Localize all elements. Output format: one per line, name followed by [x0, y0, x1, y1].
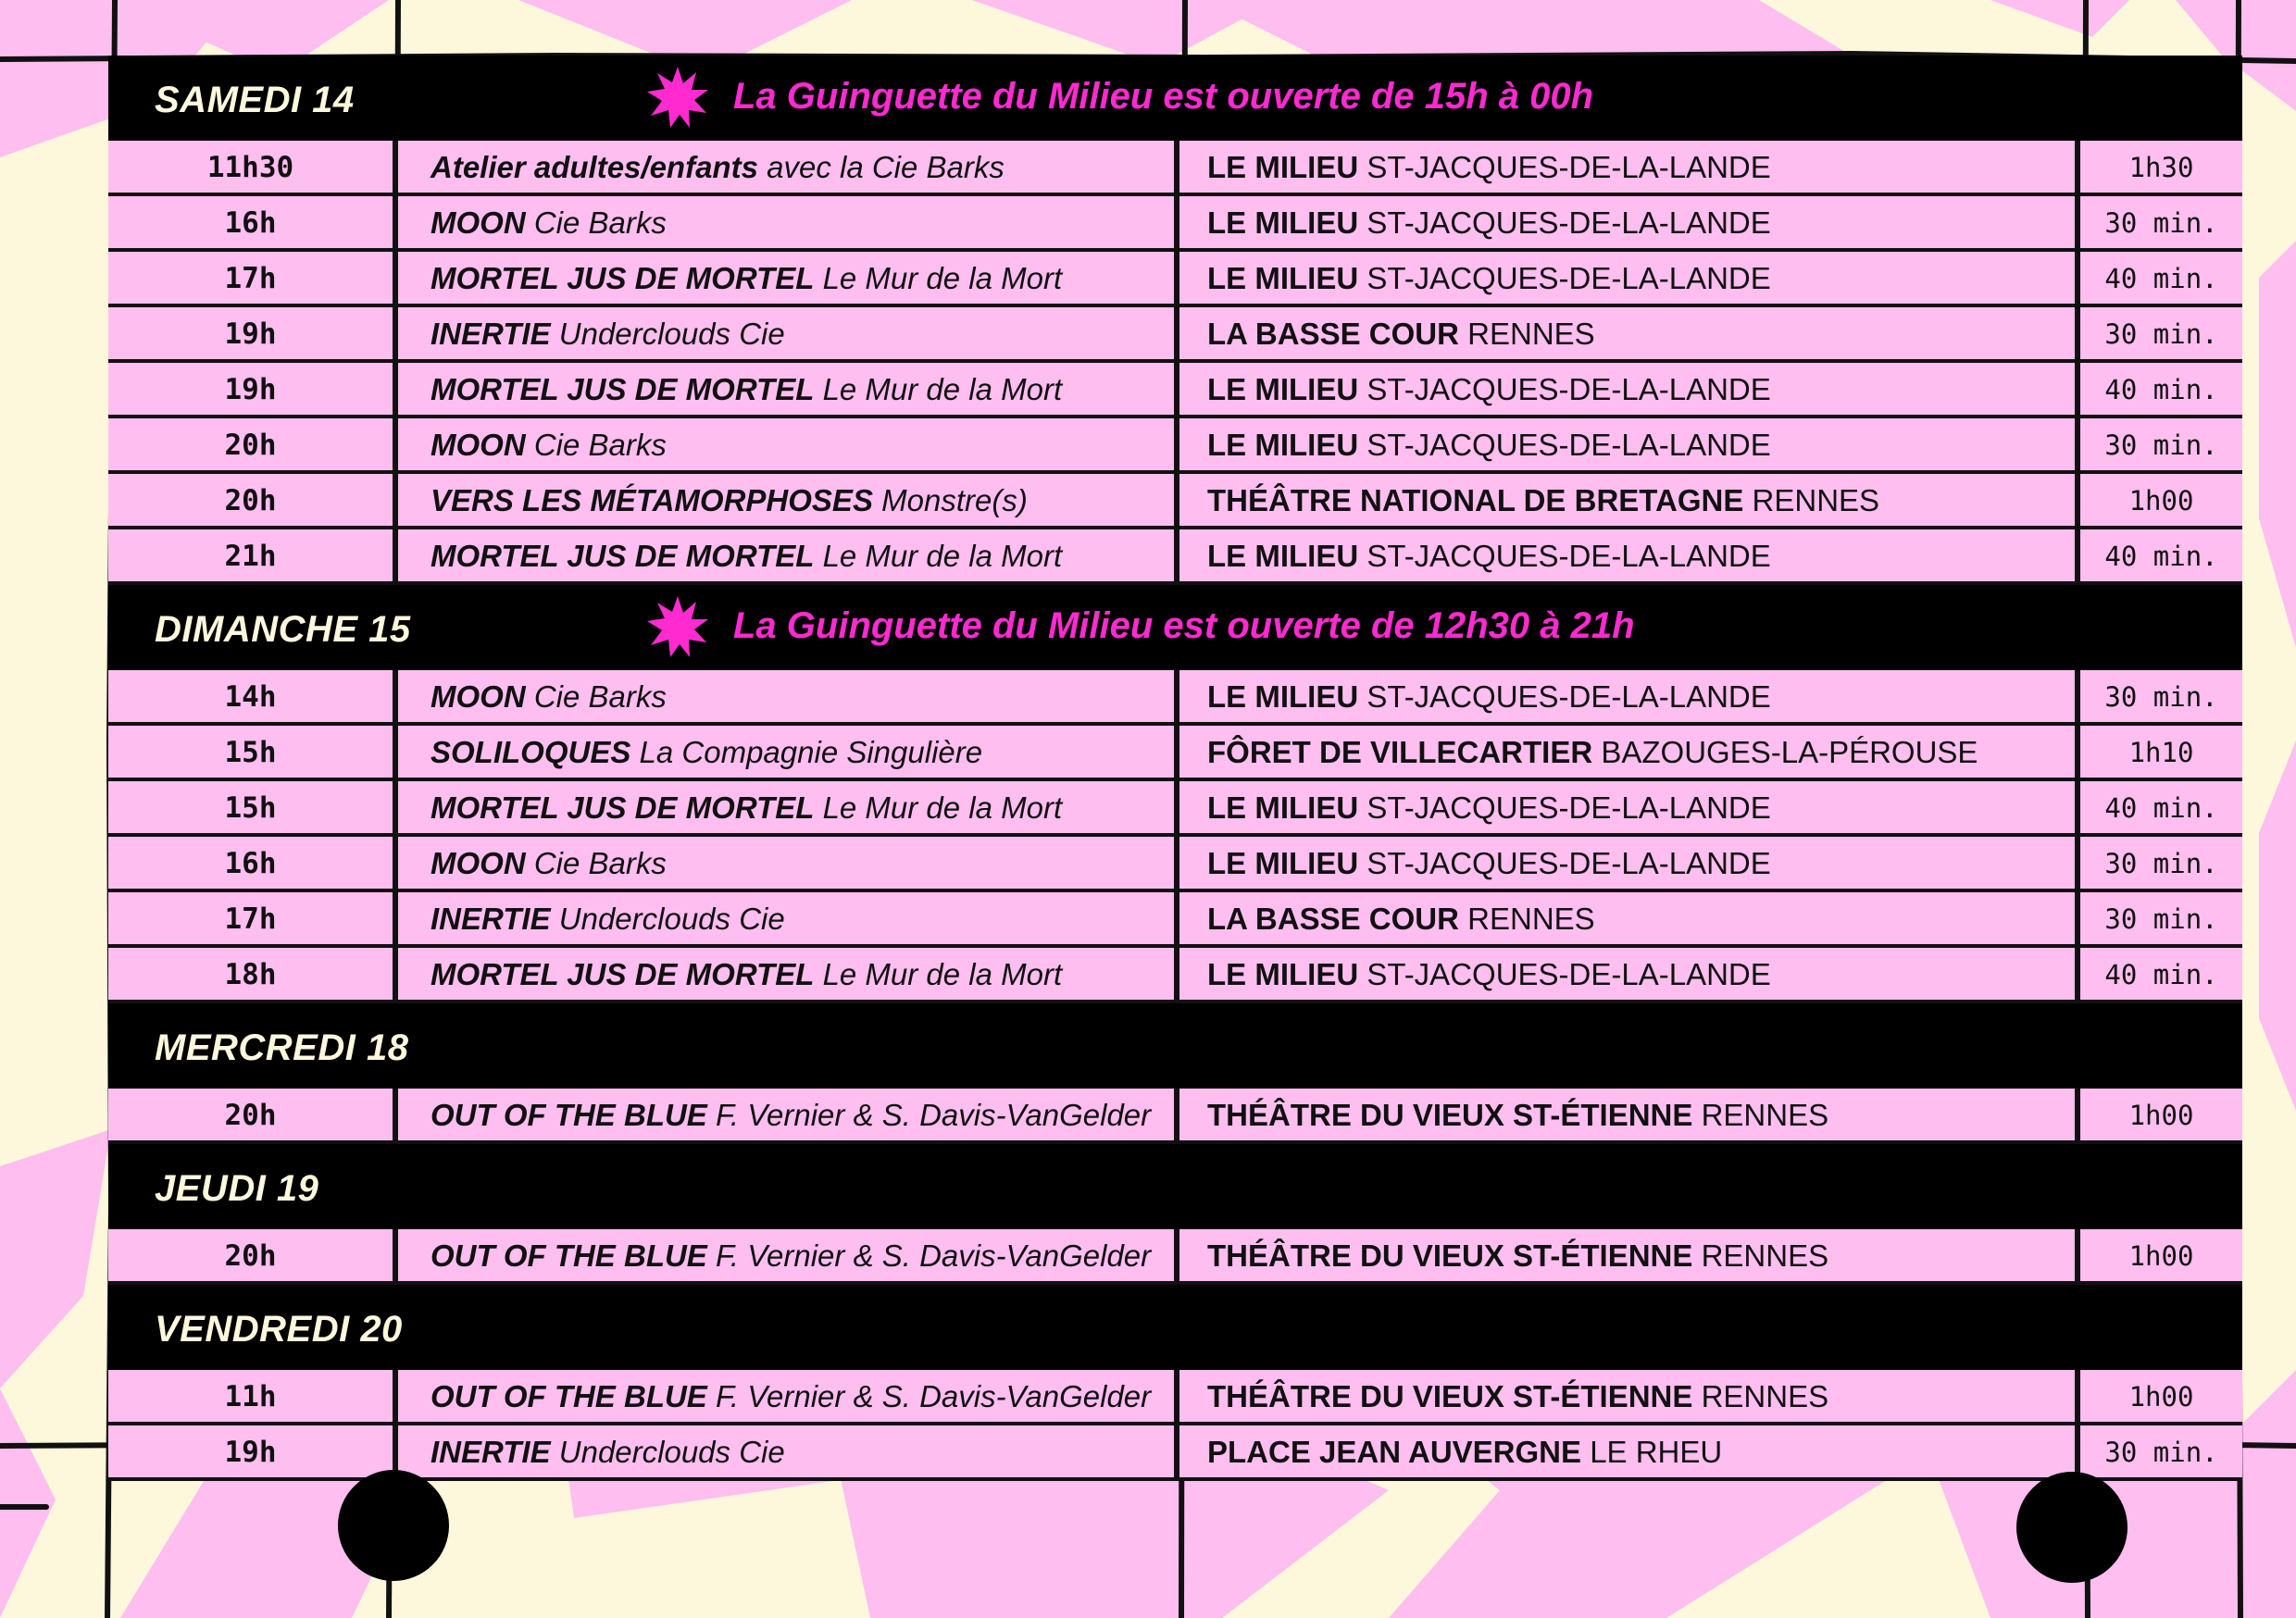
event-row [108, 1425, 2242, 1481]
day-block [108, 1144, 2242, 1285]
event-time: 18h [108, 948, 398, 1000]
show-company: Underclouds Cie [558, 317, 785, 351]
event-duration: 1h00 [2128, 1240, 2194, 1272]
show-title: MORTEL JUS DE MORTEL [430, 957, 815, 991]
event-duration: 1h00 [2128, 1100, 2194, 1131]
show-title: MOON [430, 205, 526, 240]
show-title: OUT OF THE BLUE [430, 1379, 707, 1413]
event-show [398, 196, 1179, 248]
event-venue [1179, 1425, 2080, 1477]
event-time: 19h [108, 307, 398, 359]
event-duration: 1h00 [2128, 1381, 2194, 1413]
event-duration: 40 min. [2104, 374, 2218, 405]
venue-name: LA BASSE COUR [1207, 902, 1459, 936]
show-company: Le Mur de la Mort [822, 261, 1063, 295]
venue-name: FÔRET DE VILLECARTIER [1207, 735, 1593, 769]
event-list [108, 1089, 2242, 1144]
venue-city: LE RHEU [1590, 1435, 1723, 1469]
venue-city: RENNES [1701, 1238, 1829, 1273]
event-show [398, 1425, 1179, 1477]
event-time: 14h [108, 670, 398, 722]
event-duration: 30 min. [2104, 429, 2218, 461]
day-header [108, 1144, 2242, 1229]
day-header [108, 585, 2242, 670]
event-venue [1179, 1089, 2080, 1140]
show-title: INERTIE [430, 317, 551, 351]
event-duration: 40 min. [2104, 263, 2218, 294]
event-venue [1179, 363, 2080, 415]
venue-name: LE MILIEU [1207, 846, 1359, 880]
venue-city: ST-JACQUES-DE-LA-LANDE [1366, 205, 1771, 240]
event-time: 19h [108, 1425, 398, 1477]
event-venue [1179, 892, 2080, 944]
venue-city: ST-JACQUES-DE-LA-LANDE [1366, 428, 1771, 462]
show-company: F. Vernier & S. Davis-VanGelder [716, 1098, 1152, 1132]
event-row [108, 141, 2242, 196]
event-list [108, 141, 2242, 585]
show-company: Le Mur de la Mort [822, 372, 1063, 406]
show-company: Monstre(s) [881, 483, 1028, 517]
event-duration: 30 min. [2104, 318, 2218, 350]
event-venue [1179, 948, 2080, 1000]
venue-city: RENNES [1701, 1379, 1829, 1413]
event-venue [1179, 141, 2080, 193]
show-title: INERTIE [430, 902, 551, 936]
event-time: 17h [108, 252, 398, 304]
day-name: JEUDI 19 [155, 1168, 319, 1209]
venue-city: RENNES [1467, 317, 1595, 351]
venue-name: LE MILIEU [1207, 372, 1359, 406]
event-venue [1179, 1229, 2080, 1281]
day-header [108, 1285, 2242, 1370]
event-row [108, 196, 2242, 252]
venue-name: LA BASSE COUR [1207, 317, 1459, 351]
event-venue [1179, 307, 2080, 359]
event-duration: 40 min. [2104, 792, 2218, 824]
event-show [398, 1370, 1179, 1422]
event-duration: 40 min. [2104, 959, 2218, 990]
venue-name: LE MILIEU [1207, 205, 1359, 240]
event-time: 20h [108, 1089, 398, 1140]
event-show [398, 363, 1179, 415]
venue-name: LE MILIEU [1207, 428, 1359, 462]
event-venue [1179, 837, 2080, 889]
event-venue [1179, 418, 2080, 470]
event-time: 11h [108, 1370, 398, 1422]
show-title: INERTIE [430, 1435, 551, 1469]
show-title: Atelier adultes/enfants [430, 150, 758, 184]
day-block [108, 585, 2242, 1003]
day-header [108, 56, 2242, 141]
event-row [108, 670, 2242, 726]
day-block [108, 1003, 2242, 1144]
event-time: 17h [108, 892, 398, 944]
show-title: SOLILOQUES [430, 735, 631, 769]
venue-name: LE MILIEU [1207, 261, 1359, 295]
show-company: F. Vernier & S. Davis-VanGelder [716, 1379, 1152, 1413]
show-title: MORTEL JUS DE MORTEL [430, 539, 815, 573]
venue-city: ST-JACQUES-DE-LA-LANDE [1366, 372, 1771, 406]
guinguette-notice: La Guinguette du Milieu est ouverte de 15h à 00h [733, 76, 1594, 117]
event-row [108, 418, 2242, 474]
day-header [108, 1003, 2242, 1089]
show-title: OUT OF THE BLUE [430, 1238, 707, 1273]
event-time: 15h [108, 726, 398, 778]
event-row [108, 363, 2242, 418]
show-company: Cie Barks [533, 846, 667, 880]
event-duration: 1h00 [2128, 485, 2194, 517]
event-time: 21h [108, 529, 398, 581]
show-company: Underclouds Cie [558, 1435, 785, 1469]
event-show [398, 892, 1179, 944]
event-row [108, 1229, 2242, 1285]
venue-name: PLACE JEAN AUVERGNE [1207, 1435, 1582, 1469]
event-show [398, 307, 1179, 359]
show-company: Le Mur de la Mort [822, 957, 1063, 991]
event-venue [1179, 670, 2080, 722]
event-list [108, 1370, 2242, 1481]
event-venue [1179, 726, 2080, 778]
show-title: MORTEL JUS DE MORTEL [430, 790, 815, 825]
hole-punch-left [338, 1470, 449, 1581]
show-title: VERS LES MÉTAMORPHOSES [430, 483, 873, 517]
day-name: SAMEDI 14 [155, 80, 355, 120]
event-row [108, 529, 2242, 585]
event-row [108, 1089, 2242, 1144]
venue-city: ST-JACQUES-DE-LA-LANDE [1366, 790, 1771, 825]
event-list [108, 670, 2242, 1003]
event-time: 16h [108, 837, 398, 889]
day-name: MERCREDI 18 [155, 1027, 409, 1068]
event-time: 15h [108, 781, 398, 833]
event-venue [1179, 474, 2080, 526]
show-title: OUT OF THE BLUE [430, 1098, 707, 1132]
event-duration: 30 min. [2104, 681, 2218, 713]
venue-city: ST-JACQUES-DE-LA-LANDE [1366, 957, 1771, 991]
event-time: 11h30 [108, 141, 398, 193]
venue-name: THÉÂTRE DU VIEUX ST-ÉTIENNE [1207, 1238, 1693, 1273]
show-title: MOON [430, 846, 526, 880]
event-venue [1179, 196, 2080, 248]
event-time: 20h [108, 474, 398, 526]
event-show [398, 1229, 1179, 1281]
venue-city: ST-JACQUES-DE-LA-LANDE [1366, 539, 1771, 573]
event-show [398, 474, 1179, 526]
day-block [108, 1285, 2242, 1481]
event-show [398, 726, 1179, 778]
venue-city: RENNES [1701, 1098, 1829, 1132]
event-list [108, 1229, 2242, 1285]
show-company: Cie Barks [533, 428, 667, 462]
show-company: avec la Cie Barks [767, 150, 1004, 184]
show-company: Le Mur de la Mort [822, 539, 1063, 573]
day-name: VENDREDI 20 [155, 1309, 403, 1350]
event-duration: 1h10 [2128, 737, 2194, 768]
event-duration: 30 min. [2104, 1437, 2218, 1468]
starburst-icon [645, 65, 710, 130]
venue-name: THÉÂTRE DU VIEUX ST-ÉTIENNE [1207, 1098, 1693, 1132]
starburst-icon [645, 594, 710, 659]
event-row [108, 252, 2242, 307]
event-show [398, 1089, 1179, 1140]
event-duration: 1h30 [2128, 152, 2194, 183]
event-duration: 30 min. [2104, 848, 2218, 879]
day-name: DIMANCHE 15 [155, 609, 411, 650]
event-time: 16h [108, 196, 398, 248]
venue-name: LE MILIEU [1207, 790, 1359, 825]
venue-city: ST-JACQUES-DE-LA-LANDE [1366, 846, 1771, 880]
event-venue [1179, 1370, 2080, 1422]
hole-punch-right [2016, 1472, 2128, 1583]
event-show [398, 252, 1179, 304]
show-company: Cie Barks [533, 679, 667, 714]
event-show [398, 418, 1179, 470]
event-row [108, 1370, 2242, 1425]
day-block [108, 56, 2242, 585]
event-show [398, 141, 1179, 193]
event-duration: 40 min. [2104, 541, 2218, 572]
show-company: F. Vernier & S. Davis-VanGelder [716, 1238, 1152, 1273]
show-title: MORTEL JUS DE MORTEL [430, 261, 815, 295]
event-show [398, 670, 1179, 722]
guinguette-notice: La Guinguette du Milieu est ouverte de 12h30 à 21h [733, 605, 1635, 646]
event-duration: 30 min. [2104, 207, 2218, 239]
venue-city: ST-JACQUES-DE-LA-LANDE [1366, 150, 1771, 184]
event-time: 20h [108, 1229, 398, 1281]
event-show [398, 948, 1179, 1000]
venue-name: THÉÂTRE NATIONAL DE BRETAGNE [1207, 483, 1744, 517]
event-row [108, 948, 2242, 1003]
event-row [108, 892, 2242, 948]
venue-name: LE MILIEU [1207, 957, 1359, 991]
venue-city: RENNES [1467, 902, 1595, 936]
event-row [108, 781, 2242, 837]
venue-name: LE MILIEU [1207, 539, 1359, 573]
show-company: Le Mur de la Mort [822, 790, 1063, 825]
event-row [108, 726, 2242, 781]
event-time: 20h [108, 418, 398, 470]
venue-city: ST-JACQUES-DE-LA-LANDE [1366, 261, 1771, 295]
venue-city: BAZOUGES-LA-PÉROUSE [1601, 735, 1978, 769]
venue-city: ST-JACQUES-DE-LA-LANDE [1366, 679, 1771, 714]
event-row [108, 474, 2242, 529]
venue-city: RENNES [1752, 483, 1880, 517]
venue-name: LE MILIEU [1207, 150, 1359, 184]
show-title: MORTEL JUS DE MORTEL [430, 372, 815, 406]
event-venue [1179, 781, 2080, 833]
show-company: Underclouds Cie [558, 902, 785, 936]
show-company: Cie Barks [533, 205, 667, 240]
event-time: 19h [108, 363, 398, 415]
event-show [398, 781, 1179, 833]
show-company: La Compagnie Singulière [639, 735, 983, 769]
event-row [108, 307, 2242, 363]
schedule-table [108, 56, 2242, 1481]
venue-name: LE MILIEU [1207, 679, 1359, 714]
event-show [398, 529, 1179, 581]
show-title: MOON [430, 428, 526, 462]
event-show [398, 837, 1179, 889]
show-title: MOON [430, 679, 526, 714]
event-venue [1179, 529, 2080, 581]
venue-name: THÉÂTRE DU VIEUX ST-ÉTIENNE [1207, 1379, 1693, 1413]
event-row [108, 837, 2242, 892]
event-venue [1179, 252, 2080, 304]
event-duration: 30 min. [2104, 903, 2218, 935]
